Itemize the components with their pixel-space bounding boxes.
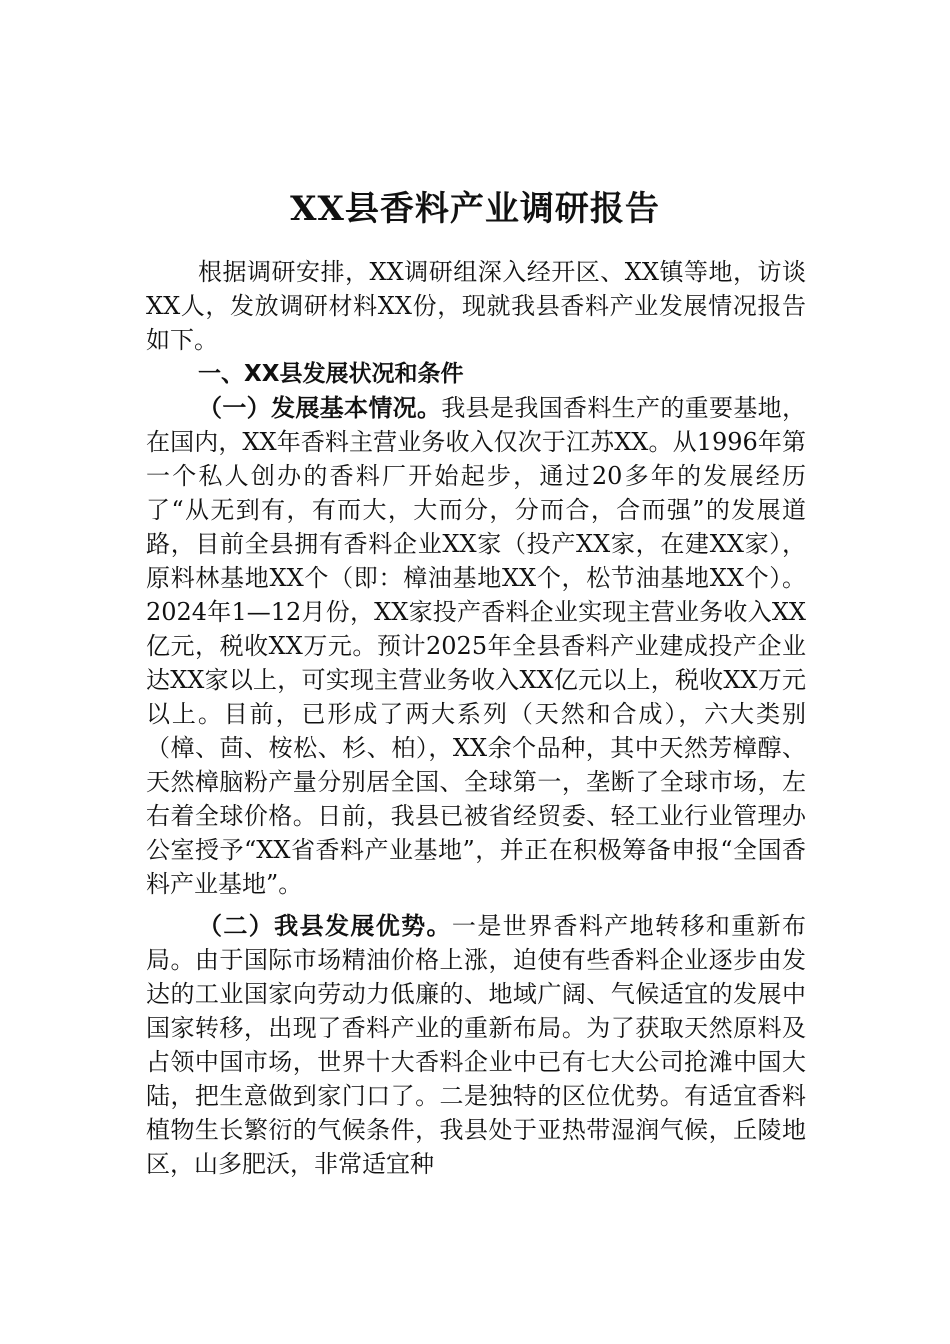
subsection-2-lead: （二）我县发展优势。 (198, 911, 452, 940)
subsection-1-body: 我县是我国香料生产的重要基地，在国内，XX年香料主营业务收入仅次于江苏XX。从1996年第一个私人创办的香料厂开始起步，通过20多年的发展经历了“从无到有，有而大，大而分，分而合，合而强”的发展道路，目前全县拥有香料企业XX家（投产XX家，在建XX家），原料林基地XX个（即：樟油基地XX个，松节油基地XX个）。2024年1—12月份，XX家投产香料企业实现主营业务收入XX亿元，税收XX万元。预计2025年全县香料产业建成投产企业达XX家以上，可实现主营业务收入XX亿元以上，税收XX万元以上。目前，已形成了两大系列（天然和合成），六大类别（樟、茴、桉松、杉、柏），XX余个品种，其中天然芳樟醇、天然樟脑粉产量分别居全国、全球第一，垄断了全球市场，左右着全球价格。日前，我县已被省经贸委、轻工业行业管理办公室授予“XX省香料产业基地”，并正在积极筹备申报“全国香料产业基地”。 (146, 394, 807, 898)
subsection-2-body: 一是世界香料产地转移和重新布局。由于国际市场精油价格上涨，迫使有些香料企业逐步由发达的工业国家向劳动力低廉的、地域广阔、气候适宜的发展中国家转移，出现了香料产业的重新布局。为了获取天然原料及占领中国市场，世界十大香料企业中已有七大公司抢滩中国大陆，把生意做到家门口了。二是独特的区位优势。有适宜香料植物生长繁衍的气候条件，我县处于亚热带湿润气候，丘陵地区，山多肥沃，非常适宜种 (146, 912, 807, 1178)
subsection-1-paragraph (146, 391, 806, 901)
paragraph-spacer (146, 901, 806, 909)
subsection-2-paragraph (146, 909, 806, 1181)
subsection-1-lead: （一）发展基本情况。 (198, 393, 442, 422)
document-title: XX县香料产业调研报告 (290, 188, 660, 229)
section-heading: 一、XX县发展状况和条件 (198, 361, 464, 387)
intro-paragraph: 根据调研安排，XX调研组深入经开区、XX镇等地，访谈XX人，发放调研材料XX份，现就我县香料产业发展情况报告如下。 (146, 258, 806, 354)
document-body (146, 255, 806, 1181)
